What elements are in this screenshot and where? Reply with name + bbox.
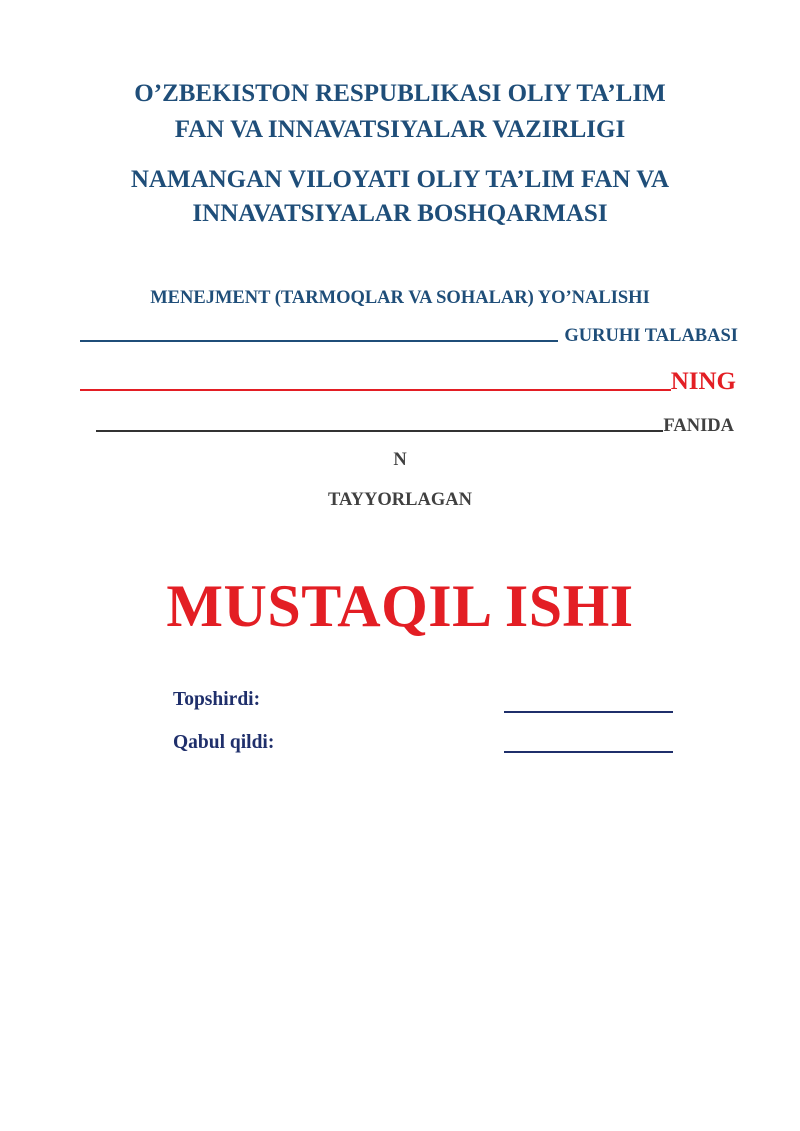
- region-line-1: NAMANGAN VILOYATI OLIY TA’LIM FAN VA: [130, 166, 670, 193]
- ministry-line-2: FAN VA INNAVATSIYALAR VAZIRLIGI: [174, 116, 626, 143]
- group-student-label: GURUHI TALABASI: [564, 326, 738, 346]
- ning-label: NING: [670, 368, 736, 395]
- accepted-label: Qabul qildi:: [173, 732, 275, 753]
- student-name-blank: [80, 389, 671, 391]
- group-blank: [80, 340, 558, 342]
- accepted-signature-line: [504, 751, 673, 753]
- fanida-label: FANIDA: [663, 416, 734, 436]
- subject-row: [96, 416, 734, 437]
- student-name-row: [80, 368, 736, 396]
- submitted-signature-line: [504, 711, 673, 713]
- document-title: MUSTAQIL ISHI: [166, 573, 634, 639]
- subject-blank: [96, 430, 663, 432]
- region-line-2: INNAVATSIYALAR BOSHQARMASI: [192, 200, 608, 227]
- ministry-line-1: O’ZBEKISTON RESPUBLIKASI OLIY TA’LIM: [134, 80, 666, 107]
- direction-line: MENEJMENT (TARMOQLAR VA SOHALAR) YO’NALISHI: [150, 288, 650, 308]
- group-row: [80, 326, 738, 347]
- submitted-label: Topshirdi:: [173, 689, 261, 710]
- n-letter: N: [393, 450, 407, 470]
- prepared-label: TAYYORLAGAN: [328, 490, 472, 510]
